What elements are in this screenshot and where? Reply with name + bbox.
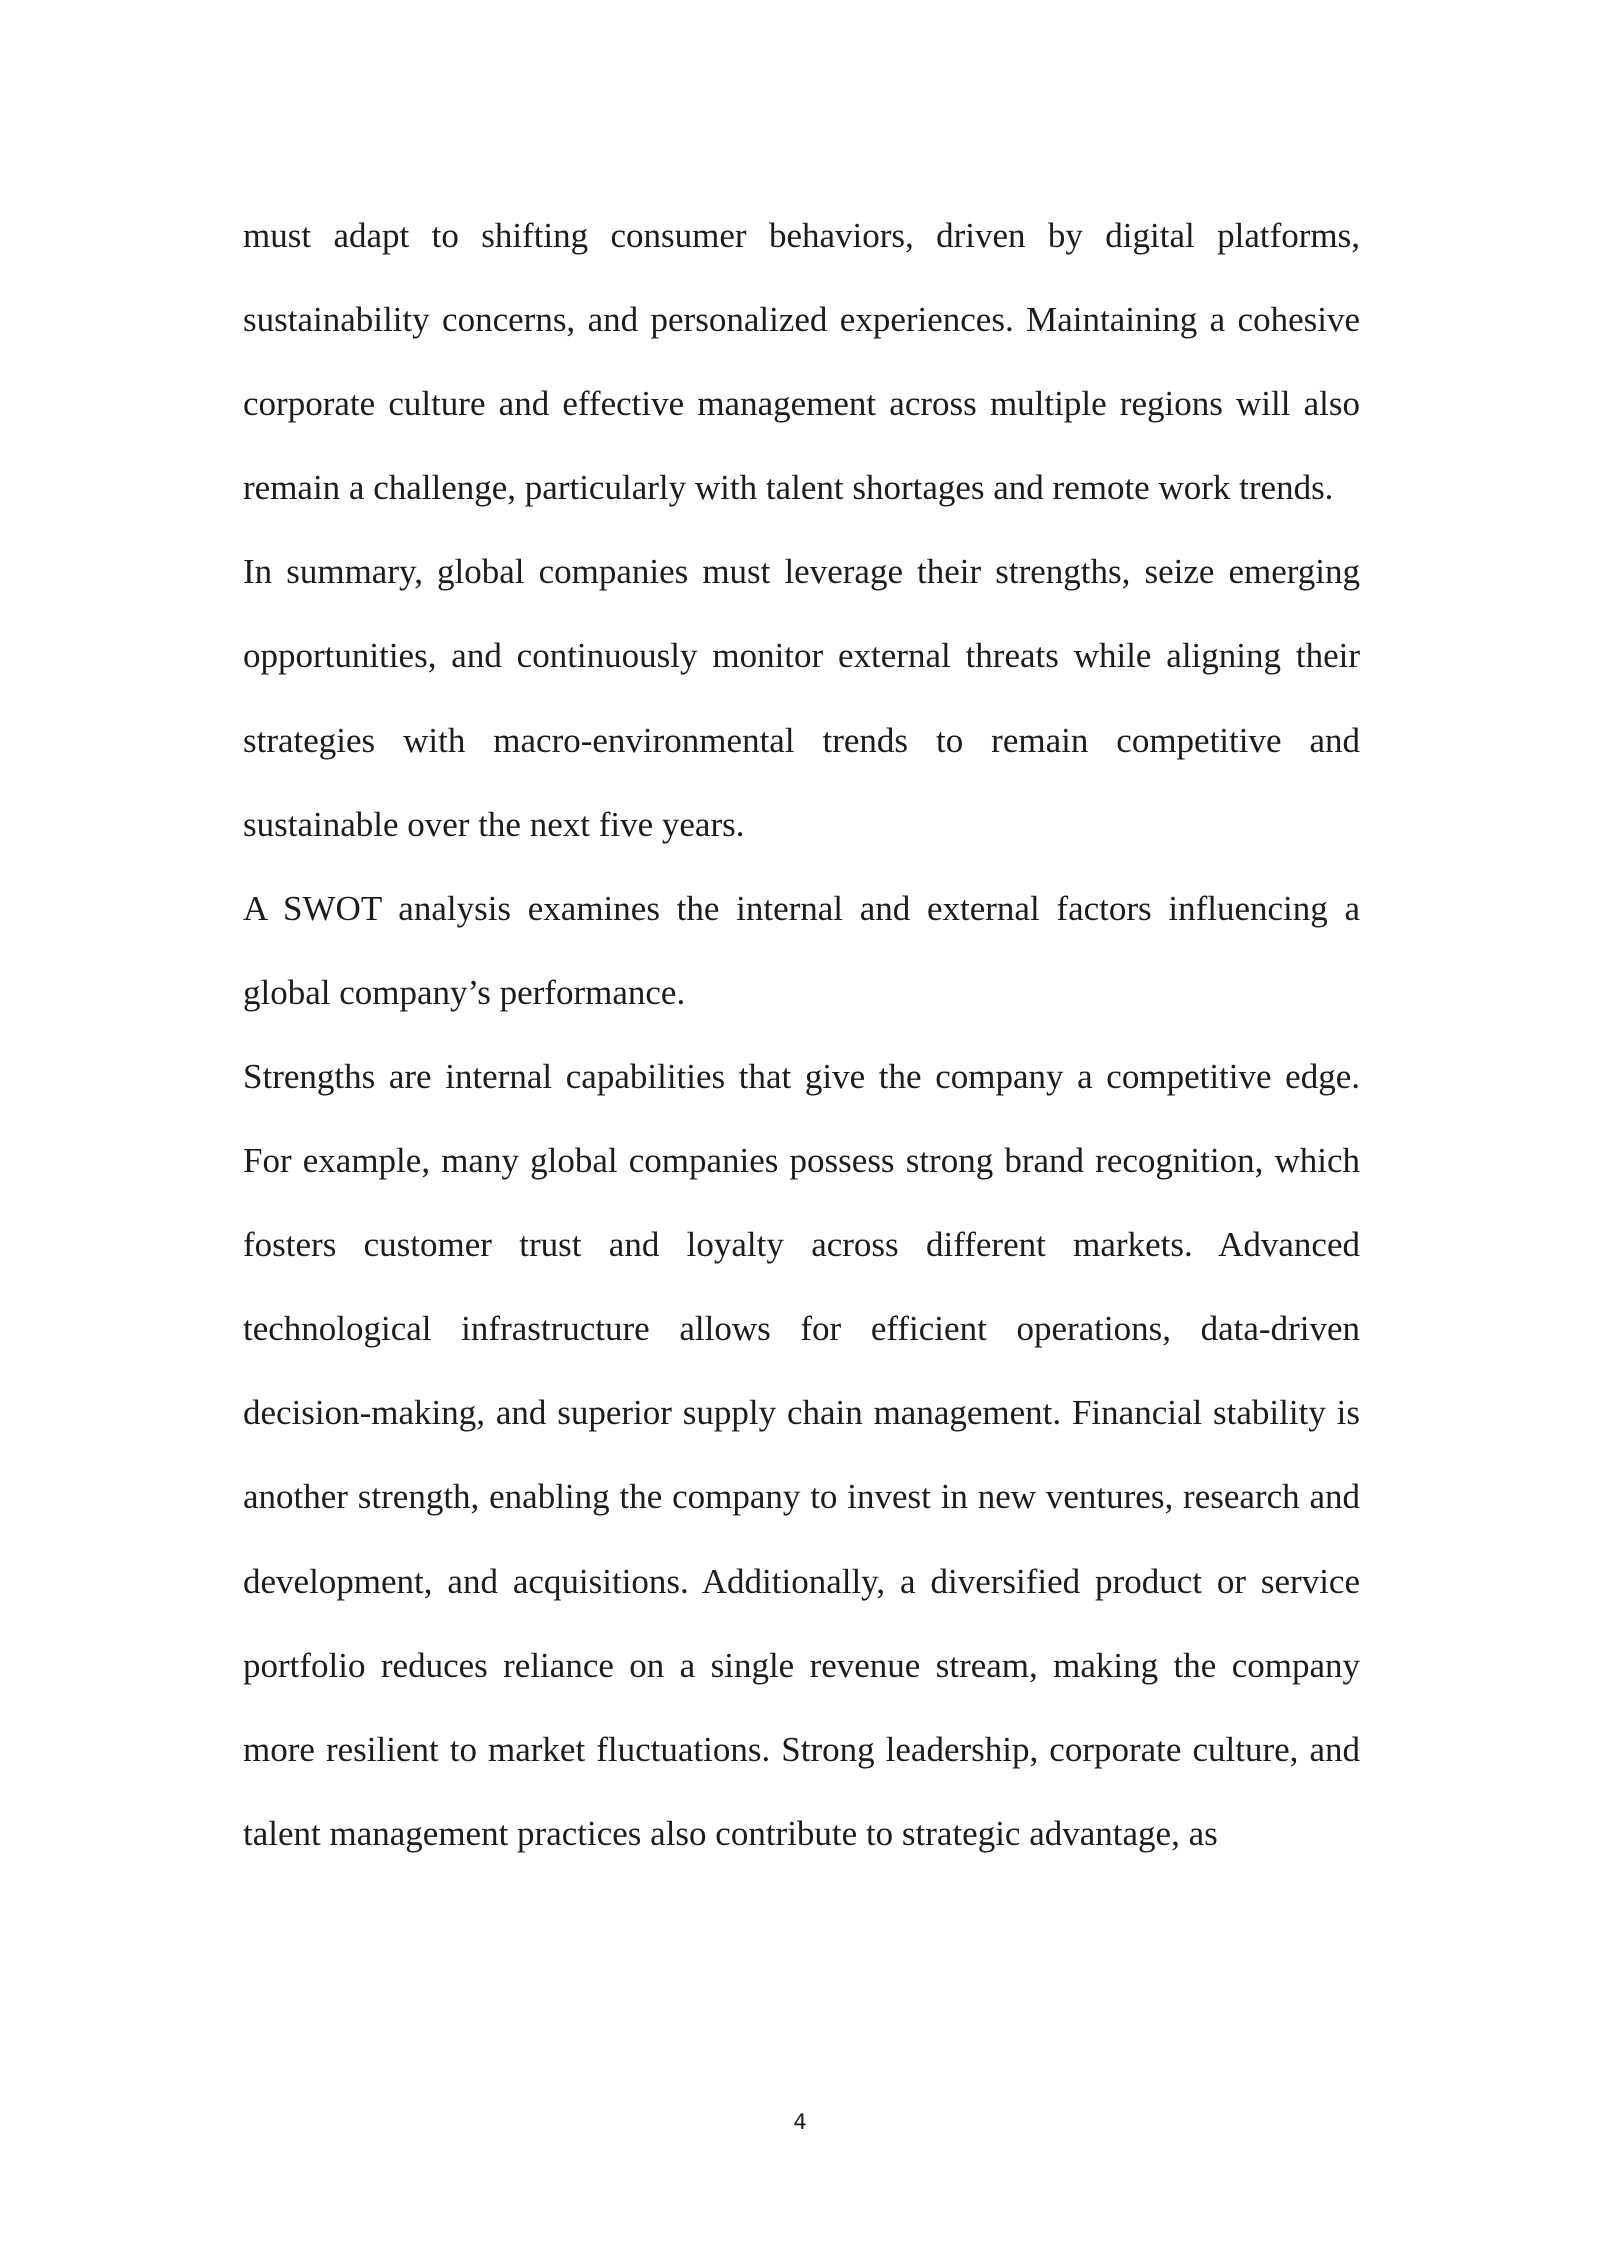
paragraph-strengths: Strengths are internal capabilities that give the company a competitive edge. For example, many global companies possess strong brand recognition, which fosters customer trust and loyalty across different markets. Advanced technological infrastructure allows for efficient operations, data-driven decision-making, and superior supply chain management. Financial stability is another strength, enabling the company to invest in new ventures, research and development, and acquisitions. Additionally, a diversified product or service portfolio reduces reliance on a single revenue stream, making the company more resilient to market fluctuations. Strong leadership, corporate culture, and talent management practices also contribute to strategic advantage, as xyxy=(243,1056,1360,1853)
paragraph-swot-intro: A SWOT analysis examines the internal and external factors influencing a global company’s performance. xyxy=(243,888,1360,1012)
page-number: 4 xyxy=(793,2110,807,2134)
paragraph-summary: In summary, global companies must leverage their strengths, seize emerging opportunities, and continuously monitor external threats while aligning their strategies with macro-environmental trends to remain competitive and sustainable over the next five years. xyxy=(243,552,1360,844)
paragraph-market-challenges: must adapt to shifting consumer behaviors, driven by digital platforms, sustainability concerns, and personalized experiences. Maintaining a cohesive corporate culture and effective management across multiple regions will also remain a challenge, particularly with talent shortages and remote work trends. xyxy=(243,216,1360,508)
body-text xyxy=(243,194,1360,1876)
